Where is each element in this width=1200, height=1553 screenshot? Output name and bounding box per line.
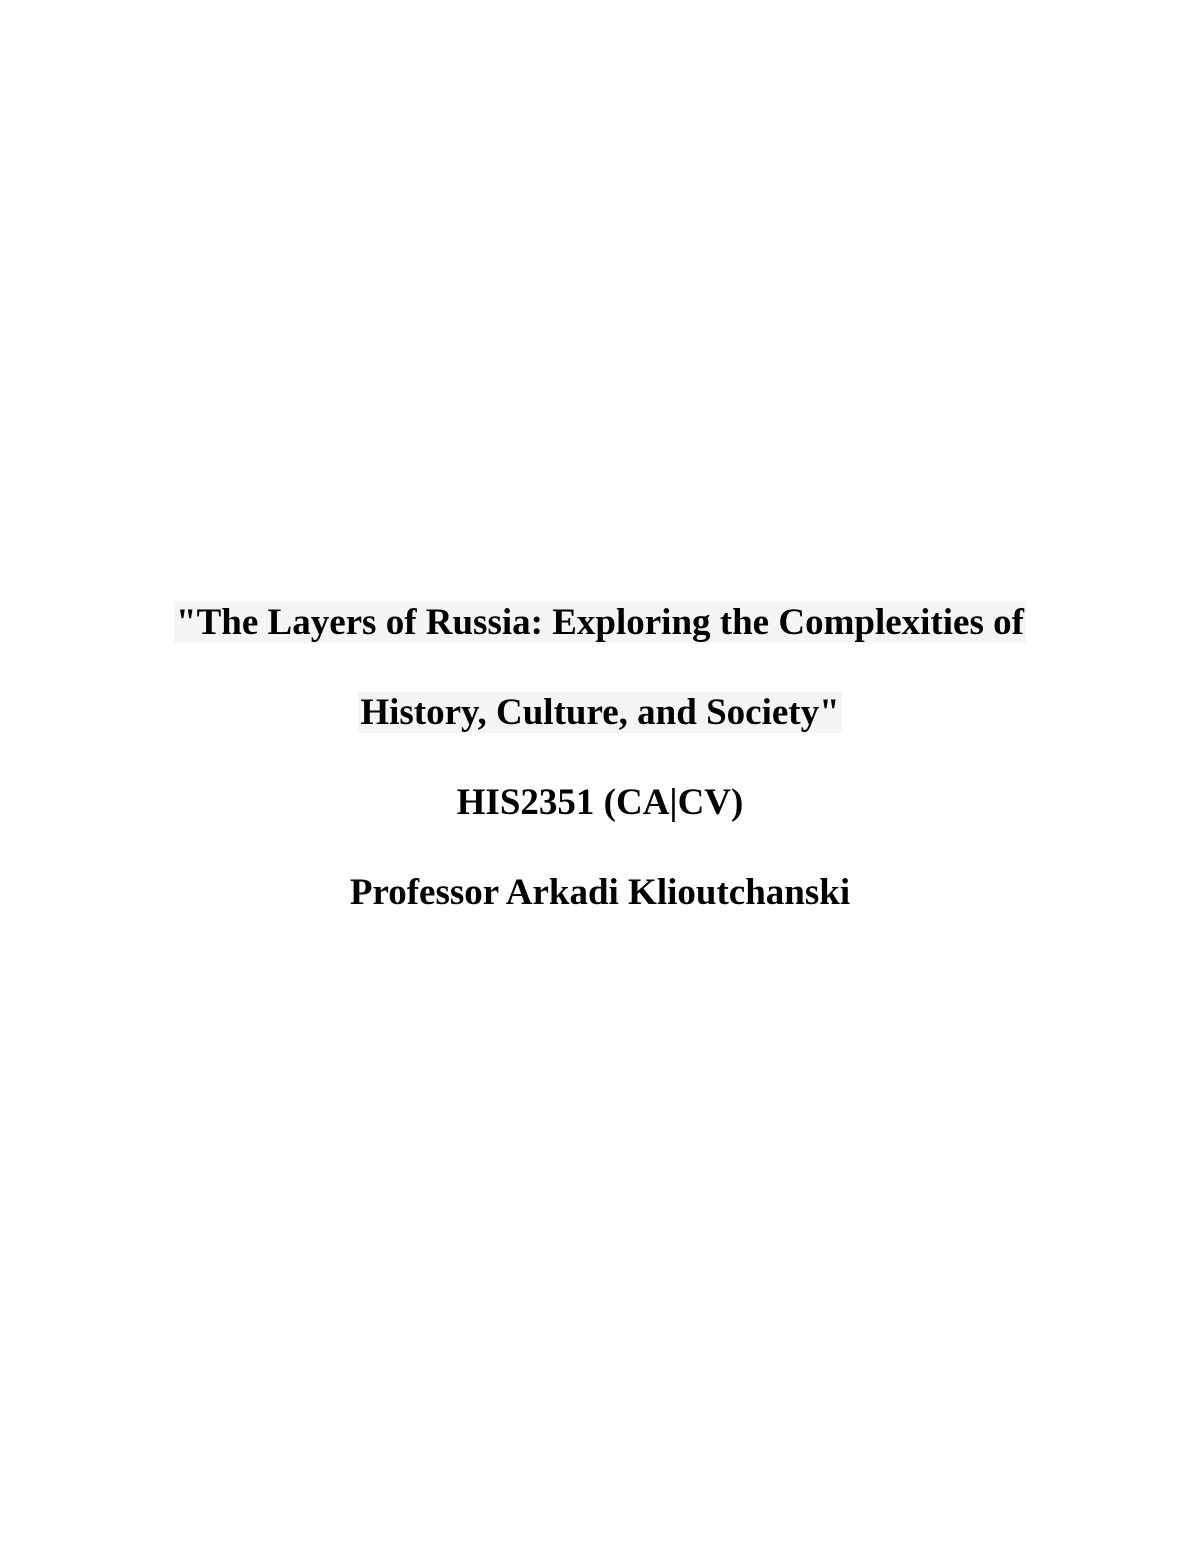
title-line-2-text: History, Culture, and Society": [360, 692, 840, 733]
title-line-1-text: "The Layers of Russia: Exploring the Complexities of: [176, 602, 1024, 643]
title-page-block: [0, 600, 1200, 960]
title-line-1: [0, 600, 1200, 646]
course-code: HIS2351 (CA|CV): [456, 782, 744, 823]
professor-name: Professor Arkadi Klioutchanski: [349, 872, 851, 913]
title-line-2: [0, 690, 1200, 736]
